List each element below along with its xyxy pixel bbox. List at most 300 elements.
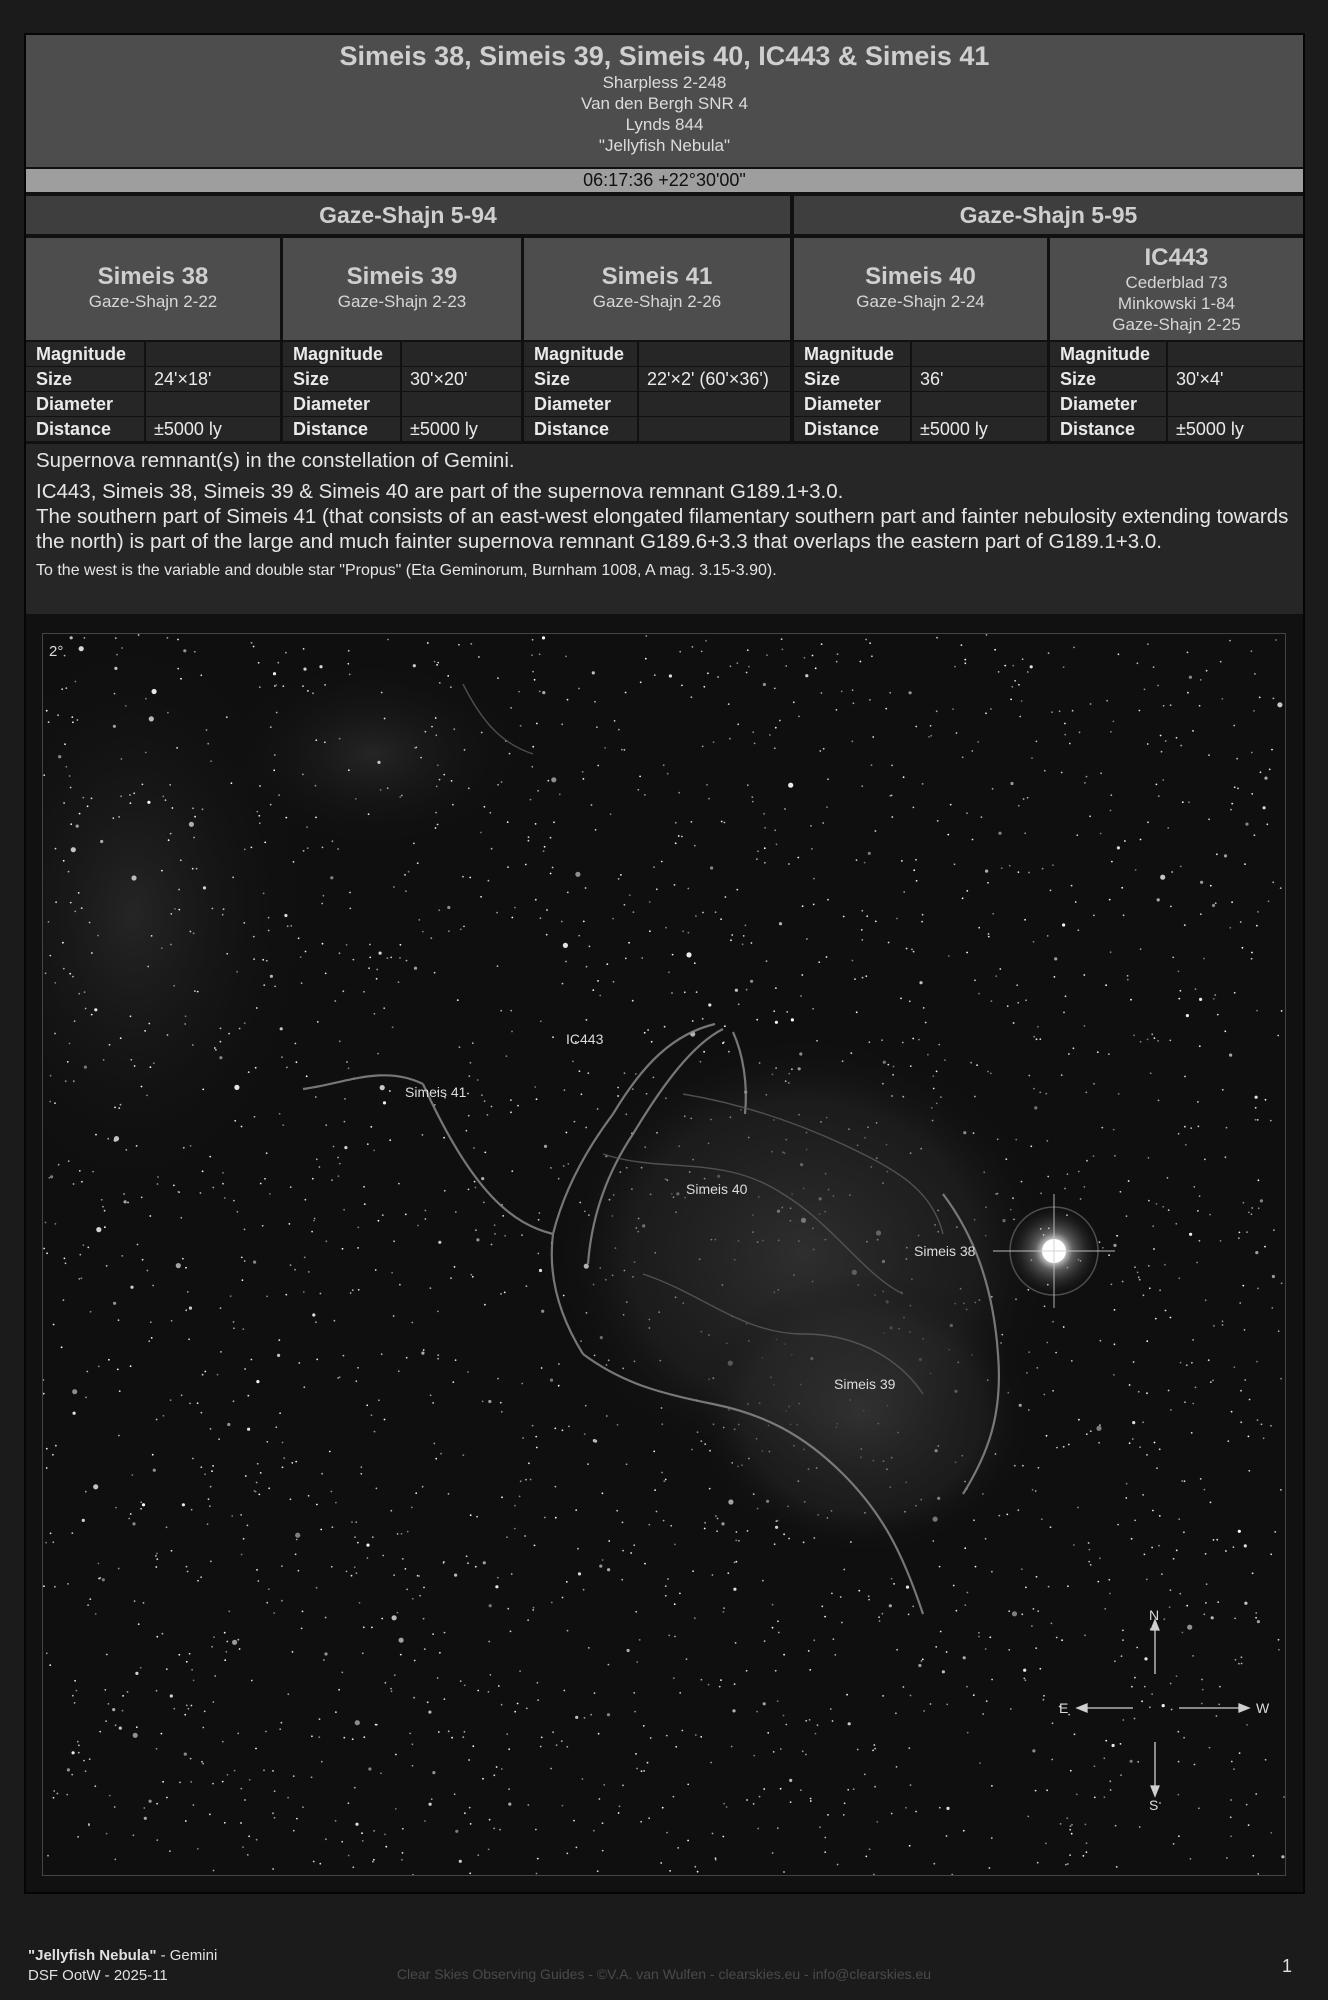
prop-label: Diameter [283, 392, 400, 416]
star [1178, 1835, 1180, 1837]
star [97, 935, 99, 937]
star [635, 1611, 637, 1613]
star [602, 1492, 604, 1494]
star [423, 1349, 425, 1351]
star [1260, 771, 1262, 773]
star [145, 698, 147, 700]
star [953, 1585, 955, 1587]
star [156, 1636, 158, 1638]
star [425, 731, 427, 733]
star [1184, 1076, 1186, 1078]
star [43, 1585, 45, 1587]
star [207, 743, 209, 745]
star [691, 821, 693, 823]
star [840, 1596, 842, 1598]
star [314, 1218, 316, 1220]
star [239, 1648, 241, 1650]
star [290, 1264, 292, 1266]
star [1256, 1361, 1258, 1363]
star [225, 1651, 227, 1653]
star [488, 1400, 491, 1403]
star [1270, 1832, 1272, 1834]
star [606, 1415, 608, 1417]
star [439, 682, 441, 684]
star [192, 807, 194, 809]
star [1233, 1768, 1235, 1770]
star [118, 1319, 120, 1321]
star [694, 962, 696, 964]
star [1169, 1040, 1171, 1042]
star [324, 1652, 327, 1655]
star [241, 1554, 243, 1556]
star [1277, 1035, 1279, 1037]
star [230, 1295, 232, 1297]
star [315, 1096, 317, 1098]
star [72, 1751, 75, 1754]
star [296, 1818, 298, 1820]
star [153, 1062, 155, 1064]
star [1281, 1855, 1284, 1858]
star [913, 951, 915, 953]
star [1121, 887, 1123, 889]
star [170, 944, 172, 946]
star [1268, 900, 1270, 902]
star [290, 925, 292, 927]
star [253, 936, 255, 938]
star [469, 1807, 471, 1809]
star [361, 1832, 363, 1834]
star [878, 1616, 880, 1618]
star [363, 1626, 365, 1628]
star [490, 1674, 492, 1676]
star [152, 689, 157, 694]
star [1113, 721, 1115, 723]
star [148, 1023, 150, 1025]
star [518, 691, 520, 693]
star [161, 870, 163, 872]
star [374, 1431, 376, 1433]
star [368, 967, 370, 969]
star [1144, 1554, 1146, 1556]
star [268, 1487, 270, 1489]
star [854, 978, 856, 980]
star [673, 1796, 675, 1798]
star [145, 752, 147, 754]
star [1212, 904, 1215, 907]
star [1083, 1186, 1085, 1188]
star [140, 1508, 142, 1510]
star [352, 1289, 354, 1291]
star [255, 1748, 257, 1750]
star [346, 1061, 348, 1063]
star [1257, 1620, 1260, 1623]
star [521, 1234, 523, 1236]
star [1069, 743, 1071, 745]
star [1061, 772, 1063, 774]
star [730, 939, 732, 941]
star [1186, 1014, 1189, 1017]
star [209, 1156, 211, 1158]
star [1127, 979, 1129, 981]
star [923, 1710, 925, 1712]
star [1246, 1724, 1248, 1726]
star [489, 1604, 492, 1607]
star [351, 1521, 353, 1523]
star [64, 743, 66, 745]
star [617, 1095, 619, 1097]
star [861, 939, 863, 941]
star [337, 1377, 339, 1379]
star [253, 958, 255, 960]
star [256, 1007, 258, 1009]
star [335, 1502, 337, 1504]
star [1165, 1310, 1167, 1312]
star [736, 662, 738, 664]
title-box [26, 35, 1303, 167]
star [148, 1340, 150, 1342]
star [104, 1226, 106, 1228]
star [1077, 1507, 1079, 1509]
star [947, 834, 949, 836]
star [420, 757, 422, 759]
description [26, 444, 1303, 614]
star [192, 1458, 194, 1460]
star [156, 1419, 158, 1421]
star [524, 1535, 526, 1537]
star [1258, 1207, 1260, 1209]
star [1224, 1030, 1226, 1032]
star [703, 686, 705, 688]
star [339, 1163, 341, 1165]
star [1010, 1708, 1012, 1710]
star [567, 892, 569, 894]
star [1152, 1510, 1154, 1512]
star [425, 1218, 427, 1220]
star [348, 1067, 350, 1069]
star [448, 930, 450, 932]
star [78, 1752, 80, 1754]
star [491, 1244, 493, 1246]
star [869, 699, 871, 701]
star [98, 1366, 100, 1368]
star [144, 1817, 147, 1820]
star [276, 712, 278, 714]
star [417, 1225, 419, 1227]
star [1074, 1733, 1076, 1735]
star [180, 1217, 182, 1219]
star [130, 1513, 132, 1515]
star [629, 894, 631, 896]
star [1154, 1037, 1156, 1039]
star [478, 656, 480, 658]
star [510, 1010, 512, 1012]
star [406, 960, 408, 962]
star [501, 1496, 503, 1498]
star [896, 1649, 898, 1651]
star [1270, 1553, 1272, 1555]
star [773, 1010, 775, 1012]
star [991, 1837, 993, 1839]
star [339, 1040, 341, 1042]
star [384, 1419, 386, 1421]
star [1109, 899, 1111, 901]
star [1168, 1209, 1170, 1211]
star [1090, 1564, 1092, 1566]
star [220, 1307, 222, 1309]
star [227, 1774, 229, 1776]
star [102, 1578, 105, 1581]
star [489, 1819, 491, 1821]
star [226, 953, 228, 955]
star [1007, 1005, 1009, 1007]
star [511, 1170, 513, 1172]
star [1006, 1514, 1008, 1516]
star [872, 1750, 874, 1752]
star [76, 825, 79, 828]
star [861, 785, 863, 787]
star [731, 934, 733, 936]
star [311, 1231, 313, 1233]
star [204, 1371, 206, 1373]
star [318, 1736, 320, 1738]
star [1236, 758, 1238, 760]
star [692, 1020, 694, 1022]
star [1230, 1816, 1232, 1818]
star [865, 1856, 867, 1858]
star [568, 1426, 570, 1428]
prop-value: ±5000 ly [912, 417, 1047, 441]
star [644, 1563, 646, 1565]
star [1184, 1480, 1186, 1482]
props-simeis-39 [283, 342, 521, 442]
star [916, 880, 918, 882]
star [585, 1127, 587, 1129]
star [104, 1689, 106, 1691]
star [937, 637, 939, 639]
star [510, 1099, 512, 1101]
star [427, 642, 429, 644]
star [1027, 797, 1029, 799]
star [1129, 1442, 1131, 1444]
star [561, 1740, 563, 1742]
star [756, 1019, 758, 1021]
star [670, 1525, 672, 1527]
star [1199, 1240, 1201, 1242]
star [964, 1604, 966, 1606]
star [1275, 639, 1277, 641]
star [53, 1324, 55, 1326]
star [324, 684, 326, 686]
star [79, 1170, 81, 1172]
star [1122, 1281, 1124, 1283]
star [385, 1682, 387, 1684]
star [376, 1488, 378, 1490]
star [488, 1641, 490, 1643]
star [562, 983, 564, 985]
star [636, 1661, 638, 1663]
star [200, 1576, 202, 1578]
star [378, 1220, 380, 1222]
prop-value: 30'×20' [402, 367, 521, 391]
star [285, 817, 287, 819]
star [1043, 1699, 1045, 1701]
star [1225, 1156, 1227, 1158]
prop-label: Magnitude [1050, 342, 1166, 366]
star [381, 1353, 383, 1355]
star [692, 1570, 694, 1572]
star [413, 664, 416, 667]
star [514, 1528, 516, 1530]
label-simeis-40: Simeis 40 [686, 1181, 748, 1197]
star [213, 1636, 215, 1638]
star [597, 765, 599, 767]
star [520, 1480, 522, 1482]
star [369, 944, 371, 946]
prop-label: Magnitude [26, 342, 144, 366]
star [597, 980, 599, 982]
star [891, 816, 893, 818]
star [443, 1137, 445, 1139]
star [625, 692, 627, 694]
star [1108, 1053, 1110, 1055]
star [552, 1036, 554, 1038]
star [909, 1000, 911, 1002]
star [1128, 1180, 1130, 1182]
star [481, 732, 483, 734]
star [747, 1530, 749, 1532]
star [149, 1800, 152, 1803]
star [470, 643, 472, 645]
star [399, 1638, 404, 1643]
star [1248, 1212, 1250, 1214]
star [511, 1573, 513, 1575]
star [791, 1018, 794, 1021]
star [373, 1830, 375, 1832]
star [343, 1737, 345, 1739]
star [930, 725, 932, 727]
star [211, 1646, 213, 1648]
star [550, 1768, 552, 1770]
star [555, 1517, 557, 1519]
star [1202, 1689, 1204, 1691]
star [656, 1511, 658, 1513]
star [1156, 1467, 1158, 1469]
star [864, 862, 866, 864]
star [592, 989, 594, 991]
star [1177, 1794, 1179, 1796]
star [1193, 1186, 1195, 1188]
star [790, 1801, 792, 1803]
star [1025, 1679, 1027, 1681]
star [998, 832, 1001, 835]
star [219, 1056, 222, 1059]
prop-label: Size [283, 367, 400, 391]
star [1008, 1649, 1010, 1651]
star [162, 796, 164, 798]
star [989, 1867, 991, 1869]
star [156, 1748, 158, 1750]
star [558, 1178, 560, 1180]
star [1249, 1399, 1251, 1401]
star [1151, 1547, 1153, 1549]
star [423, 1618, 425, 1620]
star [830, 1708, 832, 1710]
star [1156, 784, 1158, 786]
object-name: Simeis 40 [865, 263, 976, 290]
star [632, 1088, 634, 1090]
star [390, 957, 392, 959]
star [1016, 984, 1018, 986]
star [119, 1390, 121, 1392]
star [599, 995, 601, 997]
star [1028, 1351, 1030, 1353]
star [493, 1828, 495, 1830]
star [654, 674, 656, 676]
star [1263, 1437, 1265, 1439]
star [260, 1183, 262, 1185]
star [641, 1770, 643, 1772]
star [853, 1788, 855, 1790]
star [133, 792, 135, 794]
star [372, 1861, 374, 1863]
star [1160, 875, 1165, 880]
star [470, 1062, 472, 1064]
star [1139, 1279, 1141, 1281]
star [1176, 737, 1178, 739]
star [1248, 1470, 1250, 1472]
star [1052, 864, 1054, 866]
star [1208, 1359, 1210, 1361]
star [620, 874, 622, 876]
star [315, 785, 317, 787]
star [296, 1061, 298, 1063]
star [55, 901, 57, 903]
star [237, 1639, 239, 1641]
star [535, 1829, 537, 1831]
star [774, 747, 776, 749]
star [826, 806, 828, 808]
star [913, 807, 915, 809]
star [222, 914, 224, 916]
star [527, 1804, 529, 1806]
star [821, 692, 823, 694]
star [324, 741, 326, 743]
star [893, 1583, 895, 1585]
star [279, 1113, 281, 1115]
object-card-simeis-39 [283, 238, 521, 340]
star [331, 1491, 333, 1493]
star [1073, 647, 1075, 649]
star [173, 1708, 175, 1710]
star [827, 899, 829, 901]
star [507, 821, 509, 823]
star [438, 1731, 440, 1733]
star [1226, 1127, 1228, 1129]
star [963, 1656, 966, 1659]
star [1248, 1824, 1250, 1826]
star [651, 1041, 653, 1043]
star [79, 813, 81, 815]
star [362, 1840, 364, 1842]
star [472, 1042, 474, 1044]
prop-value [146, 392, 280, 416]
star [1278, 1649, 1280, 1651]
star [584, 1717, 586, 1719]
star [475, 1566, 477, 1568]
star [806, 938, 808, 940]
star [921, 921, 923, 923]
star [192, 868, 194, 870]
